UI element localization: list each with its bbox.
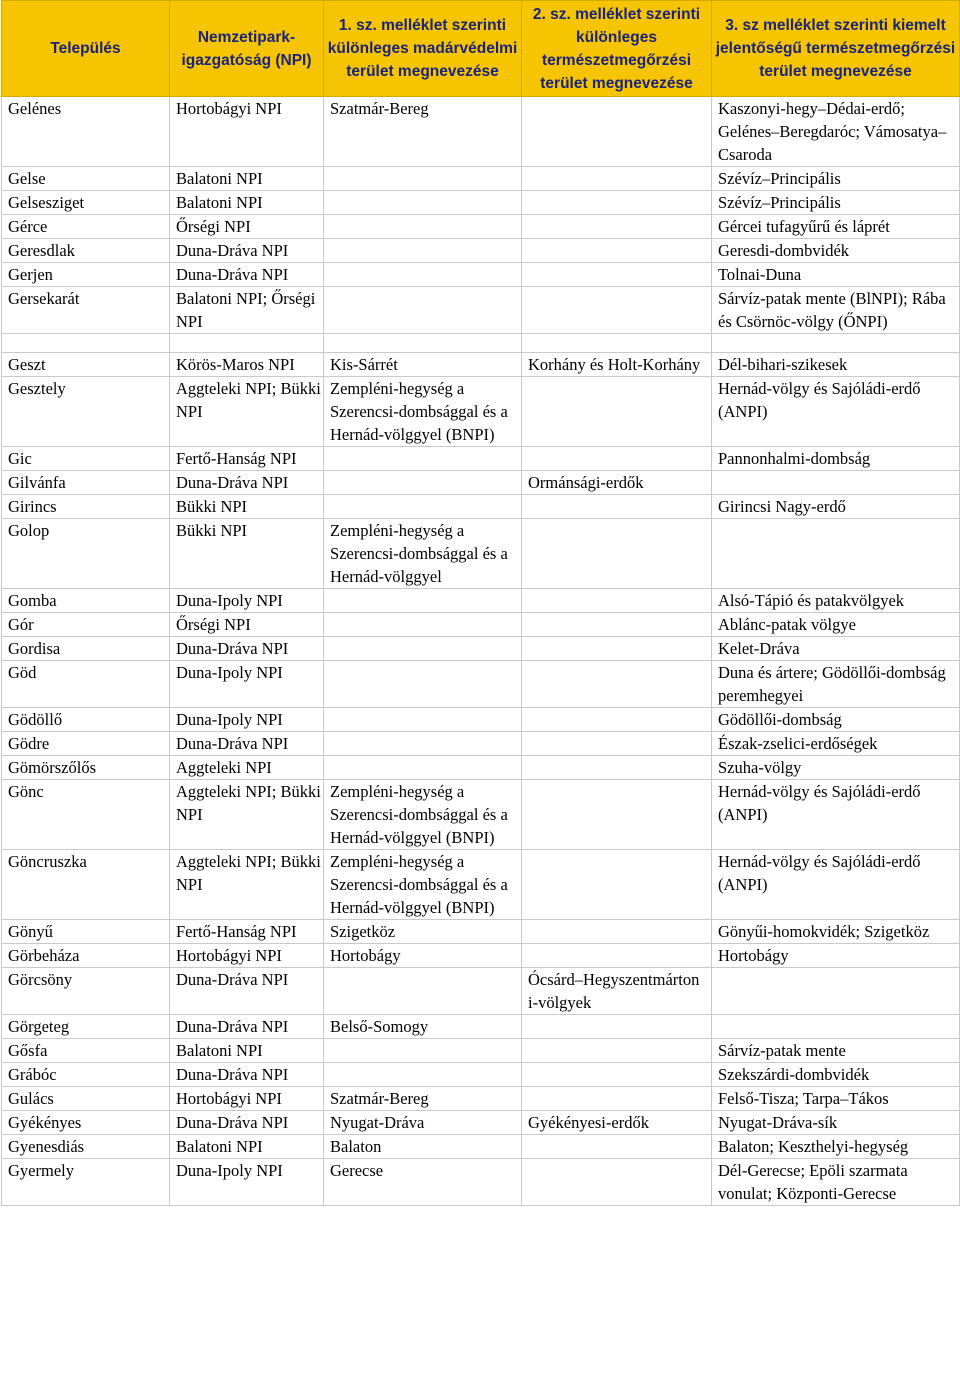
annex2-cell <box>522 780 712 850</box>
npi-cell: Hortobágyi NPI <box>170 944 324 968</box>
table-row <box>2 968 960 1015</box>
table-row <box>2 920 960 944</box>
annex1-cell <box>324 708 522 732</box>
annex2-cell <box>522 944 712 968</box>
settlement-cell: Gönyű <box>2 920 170 944</box>
spacer-row <box>2 334 960 353</box>
table-row <box>2 637 960 661</box>
table-row <box>2 167 960 191</box>
annex2-cell <box>522 215 712 239</box>
annex2-cell <box>522 1135 712 1159</box>
annex3-cell: Hernád-völgy és Sajóládi-erdő (ANPI) <box>712 377 960 447</box>
annex1-cell: Szatmár-Bereg <box>324 97 522 167</box>
table-row <box>2 495 960 519</box>
settlement-cell: Göncruszka <box>2 850 170 920</box>
settlement-cell: Gerjen <box>2 263 170 287</box>
npi-cell: Duna-Dráva NPI <box>170 732 324 756</box>
settlement-cell: Grábóc <box>2 1063 170 1087</box>
annex3-cell <box>712 1015 960 1039</box>
annex1-cell: Gerecse <box>324 1159 522 1206</box>
table-row <box>2 239 960 263</box>
annex1-cell: Zempléni-hegység a Szerencsi-dombsággal és a Hernád-völggyel (BNPI) <box>324 780 522 850</box>
npi-cell: Aggteleki NPI; Bükki NPI <box>170 850 324 920</box>
settlement-cell: Gősfa <box>2 1039 170 1063</box>
annex1-cell: Szatmár-Bereg <box>324 1087 522 1111</box>
header-annex1: 1. sz. melléklet szerinti különleges madárvédelmi terület megnevezése <box>324 1 522 97</box>
annex1-cell <box>324 661 522 708</box>
annex2-cell <box>522 756 712 780</box>
table-row <box>2 97 960 167</box>
annex1-cell <box>324 756 522 780</box>
annex2-cell <box>522 519 712 589</box>
settlement-cell: Geszt <box>2 353 170 377</box>
header-settlement: Település <box>2 1 170 97</box>
table-row <box>2 732 960 756</box>
table-row <box>2 1063 960 1087</box>
annex1-cell: Zempléni-hegység a Szerencsi-dombsággal és a Hernád-völggyel (BNPI) <box>324 377 522 447</box>
annex3-cell: Geresdi-dombvidék <box>712 239 960 263</box>
settlement-cell: Gérce <box>2 215 170 239</box>
annex3-cell: Nyugat-Dráva-sík <box>712 1111 960 1135</box>
settlement-cell: Gelsesziget <box>2 191 170 215</box>
table-row <box>2 1135 960 1159</box>
header-npi: Nemzetipark-igazgatóság (NPI) <box>170 1 324 97</box>
table-row <box>2 519 960 589</box>
npi-cell: Bükki NPI <box>170 519 324 589</box>
npi-cell: Aggteleki NPI <box>170 756 324 780</box>
annex3-cell: Kaszonyi-hegy–Dédai-erdő; Gelénes–Beregdaróc; Vámosatya–Csaroda <box>712 97 960 167</box>
annex2-cell <box>522 97 712 167</box>
annex3-cell: Hernád-völgy és Sajóládi-erdő (ANPI) <box>712 850 960 920</box>
npi-cell: Duna-Dráva NPI <box>170 471 324 495</box>
annex3-cell: Duna és ártere; Gödöllői-dombság peremhegyei <box>712 661 960 708</box>
annex3-cell: Hernád-völgy és Sajóládi-erdő (ANPI) <box>712 780 960 850</box>
npi-cell: Duna-Ipoly NPI <box>170 1159 324 1206</box>
annex1-cell: Belső-Somogy <box>324 1015 522 1039</box>
annex3-cell: Szuha-völgy <box>712 756 960 780</box>
annex1-cell <box>324 613 522 637</box>
table-row <box>2 377 960 447</box>
table-header <box>2 1 960 97</box>
annex2-cell <box>522 239 712 263</box>
npi-cell: Hortobágyi NPI <box>170 97 324 167</box>
table-row <box>2 1015 960 1039</box>
settlement-cell: Görcsöny <box>2 968 170 1015</box>
annex3-cell: Girincsi Nagy-erdő <box>712 495 960 519</box>
npi-cell: Duna-Dráva NPI <box>170 968 324 1015</box>
npi-cell: Duna-Dráva NPI <box>170 263 324 287</box>
table-row <box>2 1039 960 1063</box>
npi-cell: Körös-Maros NPI <box>170 353 324 377</box>
settlement-cell: Gömörszőlős <box>2 756 170 780</box>
annex2-cell <box>522 167 712 191</box>
npi-cell: Duna-Dráva NPI <box>170 1015 324 1039</box>
annex2-cell <box>522 637 712 661</box>
annex1-cell <box>324 471 522 495</box>
table-row <box>2 287 960 334</box>
table-row <box>2 850 960 920</box>
settlement-cell: Golop <box>2 519 170 589</box>
npi-cell: Balatoni NPI <box>170 167 324 191</box>
settlement-cell: Gesztely <box>2 377 170 447</box>
annex2-cell <box>522 263 712 287</box>
annex1-cell <box>324 1063 522 1087</box>
settlement-cell: Gelse <box>2 167 170 191</box>
annex1-cell <box>324 968 522 1015</box>
annex2-cell <box>522 447 712 471</box>
table-row <box>2 471 960 495</box>
annex2-cell <box>522 1063 712 1087</box>
annex2-cell <box>522 377 712 447</box>
table-row <box>2 756 960 780</box>
annex3-cell: Gönyűi-homokvidék; Szigetköz <box>712 920 960 944</box>
annex3-cell: Dél-Gerecse; Epöli szarmata vonulat; Központi-Gerecse <box>712 1159 960 1206</box>
table-row <box>2 613 960 637</box>
settlement-cell: Geresdlak <box>2 239 170 263</box>
npi-cell: Duna-Dráva NPI <box>170 1111 324 1135</box>
annex1-cell <box>324 447 522 471</box>
annex3-cell: Szévíz–Principális <box>712 167 960 191</box>
annex3-cell: Sárvíz-patak mente (BlNPI); Rába és Csörnöc-völgy (ŐNPI) <box>712 287 960 334</box>
settlement-cell: Görbeháza <box>2 944 170 968</box>
annex2-cell <box>522 661 712 708</box>
annex3-cell: Szévíz–Principális <box>712 191 960 215</box>
annex3-cell: Dél-bihari-szikesek <box>712 353 960 377</box>
annex1-cell <box>324 215 522 239</box>
settlement-cell: Gilvánfa <box>2 471 170 495</box>
settlement-cell: Göd <box>2 661 170 708</box>
npi-cell: Őrségi NPI <box>170 613 324 637</box>
npi-cell: Duna-Dráva NPI <box>170 239 324 263</box>
npi-cell: Duna-Ipoly NPI <box>170 708 324 732</box>
table-row <box>2 944 960 968</box>
annex3-cell: Észak-zselici-erdőségek <box>712 732 960 756</box>
annex3-cell: Gércei tufagyűrű és láprét <box>712 215 960 239</box>
table-row <box>2 1111 960 1135</box>
settlement-cell: Gomba <box>2 589 170 613</box>
npi-cell: Duna-Dráva NPI <box>170 637 324 661</box>
settlement-cell: Gic <box>2 447 170 471</box>
annex2-cell <box>522 920 712 944</box>
settlement-cell: Girincs <box>2 495 170 519</box>
annex1-cell <box>324 1039 522 1063</box>
table-row <box>2 708 960 732</box>
annex1-cell: Balaton <box>324 1135 522 1159</box>
annex1-cell: Kis-Sárrét <box>324 353 522 377</box>
annex3-cell <box>712 519 960 589</box>
annex3-cell: Szekszárdi-dombvidék <box>712 1063 960 1087</box>
annex3-cell: Tolnai-Duna <box>712 263 960 287</box>
settlement-cell: Gordisa <box>2 637 170 661</box>
annex3-cell: Balaton; Keszthelyi-hegység <box>712 1135 960 1159</box>
annex2-cell <box>522 589 712 613</box>
npi-cell: Duna-Ipoly NPI <box>170 589 324 613</box>
annex1-cell <box>324 732 522 756</box>
npi-cell: Balatoni NPI <box>170 1039 324 1063</box>
annex3-cell: Gödöllői-dombság <box>712 708 960 732</box>
settlement-cell: Gyékényes <box>2 1111 170 1135</box>
table-row <box>2 589 960 613</box>
npi-cell: Bükki NPI <box>170 495 324 519</box>
annex2-cell <box>522 495 712 519</box>
annex3-cell: Pannonhalmi-dombság <box>712 447 960 471</box>
spacer-cell <box>324 334 522 353</box>
annex2-cell <box>522 1015 712 1039</box>
annex3-cell: Alsó-Tápió és patakvölgyek <box>712 589 960 613</box>
table-row <box>2 191 960 215</box>
annex2-cell <box>522 1159 712 1206</box>
settlement-cell: Gelénes <box>2 97 170 167</box>
table-row <box>2 661 960 708</box>
settlement-cell: Gór <box>2 613 170 637</box>
table-row <box>2 780 960 850</box>
annex1-cell <box>324 495 522 519</box>
annex3-cell <box>712 471 960 495</box>
annex3-cell <box>712 968 960 1015</box>
annex1-cell: Zempléni-hegység a Szerencsi-dombsággal és a Hernád-völggyel (BNPI) <box>324 850 522 920</box>
table-row <box>2 215 960 239</box>
table-row <box>2 353 960 377</box>
annex2-cell <box>522 287 712 334</box>
settlement-cell: Görgeteg <box>2 1015 170 1039</box>
settlement-table <box>1 0 960 1206</box>
settlement-cell: Gönc <box>2 780 170 850</box>
table-body <box>2 97 960 1206</box>
npi-cell: Aggteleki NPI; Bükki NPI <box>170 377 324 447</box>
settlement-cell: Gersekarát <box>2 287 170 334</box>
annex2-cell <box>522 191 712 215</box>
annex1-cell <box>324 589 522 613</box>
annex2-cell <box>522 1087 712 1111</box>
spacer-cell <box>170 334 324 353</box>
annex2-cell <box>522 732 712 756</box>
npi-cell: Őrségi NPI <box>170 215 324 239</box>
annex1-cell <box>324 167 522 191</box>
npi-cell: Balatoni NPI; Őrségi NPI <box>170 287 324 334</box>
settlement-cell: Gyenesdiás <box>2 1135 170 1159</box>
header-annex3: 3. sz melléklet szerinti kiemelt jelentőségű természetmegőrzési terület megnevezése <box>712 1 960 97</box>
npi-cell: Fertő-Hanság NPI <box>170 920 324 944</box>
table-row <box>2 263 960 287</box>
table-row <box>2 1159 960 1206</box>
annex3-cell: Kelet-Dráva <box>712 637 960 661</box>
annex1-cell <box>324 287 522 334</box>
annex3-cell: Sárvíz-patak mente <box>712 1039 960 1063</box>
settlement-cell: Gödöllő <box>2 708 170 732</box>
header-annex2: 2. sz. melléklet szerinti különleges természetmegőrzési terület megnevezése <box>522 1 712 97</box>
annex1-cell <box>324 263 522 287</box>
spacer-cell <box>712 334 960 353</box>
npi-cell: Duna-Dráva NPI <box>170 1063 324 1087</box>
annex2-cell: Ormánsági-erdők <box>522 471 712 495</box>
npi-cell: Hortobágyi NPI <box>170 1087 324 1111</box>
npi-cell: Balatoni NPI <box>170 191 324 215</box>
settlement-cell: Gyermely <box>2 1159 170 1206</box>
table-row <box>2 447 960 471</box>
annex2-cell <box>522 850 712 920</box>
npi-cell: Duna-Ipoly NPI <box>170 661 324 708</box>
annex2-cell: Gyékényesi-erdők <box>522 1111 712 1135</box>
annex1-cell: Szigetköz <box>324 920 522 944</box>
spacer-cell <box>522 334 712 353</box>
annex1-cell <box>324 239 522 263</box>
spacer-cell <box>2 334 170 353</box>
annex2-cell <box>522 708 712 732</box>
annex1-cell <box>324 637 522 661</box>
annex1-cell: Zempléni-hegység a Szerencsi-dombsággal és a Hernád-völggyel <box>324 519 522 589</box>
annex1-cell: Nyugat-Dráva <box>324 1111 522 1135</box>
annex1-cell <box>324 191 522 215</box>
annex1-cell: Hortobágy <box>324 944 522 968</box>
npi-cell: Fertő-Hanság NPI <box>170 447 324 471</box>
annex3-cell: Ablánc-patak völgye <box>712 613 960 637</box>
annex2-cell <box>522 1039 712 1063</box>
annex2-cell <box>522 613 712 637</box>
annex2-cell: Korhány és Holt-Korhány <box>522 353 712 377</box>
npi-cell: Balatoni NPI <box>170 1135 324 1159</box>
annex3-cell: Hortobágy <box>712 944 960 968</box>
npi-cell: Aggteleki NPI; Bükki NPI <box>170 780 324 850</box>
annex2-cell: Ócsárd–Hegyszentmárton i-völgyek <box>522 968 712 1015</box>
annex3-cell: Felső-Tisza; Tarpa–Tákos <box>712 1087 960 1111</box>
settlement-cell: Gulács <box>2 1087 170 1111</box>
settlement-cell: Gödre <box>2 732 170 756</box>
table-row <box>2 1087 960 1111</box>
